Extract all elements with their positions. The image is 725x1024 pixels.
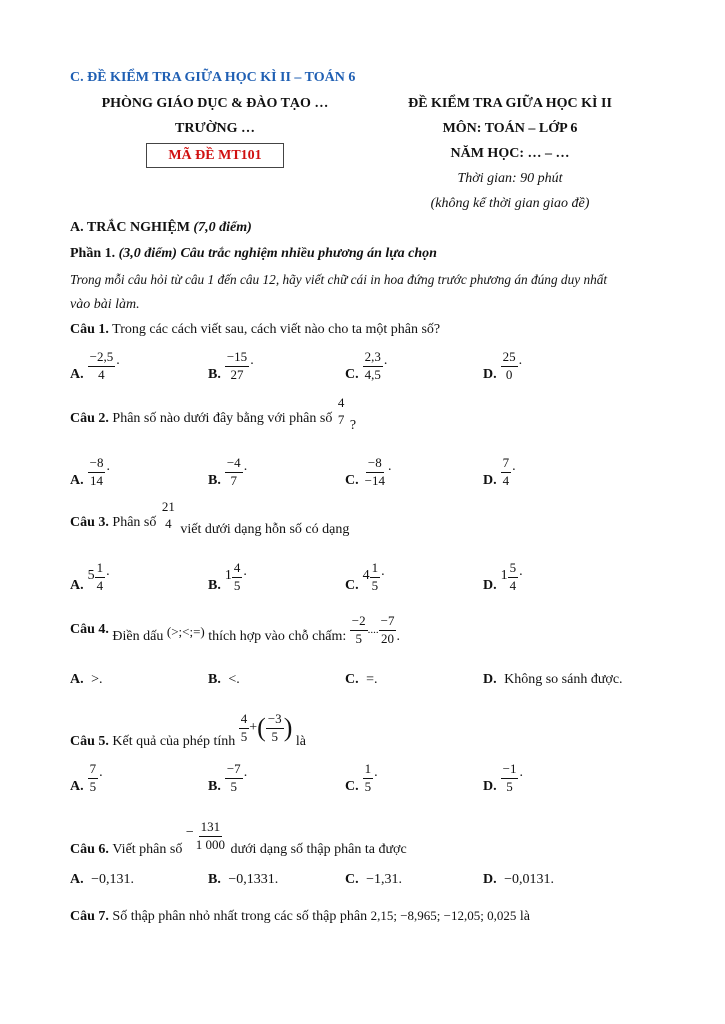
question-fraction [160,500,177,532]
q5-option-b[interactable]: B. $\frac{-7}{5}$ . [208,761,248,794]
question-label: Câu 7. [70,909,109,924]
q6-option-a[interactable] [70,872,134,888]
option-letter: D. [483,472,497,488]
q1-option-c[interactable]: C. $\frac{2,3}{4,5}$ . [345,349,388,382]
q2-option-b[interactable]: B. $\frac{-4}{7}$ . [208,455,248,488]
question-text: Điền dấu [112,629,164,645]
frac-num: 1 [95,561,106,578]
part-a-points: (7,0 điểm) [193,220,252,235]
frac-num: 1 [363,762,374,779]
question-label: Câu 2. [70,411,109,426]
option-value: >. [91,672,103,687]
frac-num: 1 [370,561,381,578]
option-letter: B. [208,672,221,687]
frac-num: −15 [225,350,249,367]
option-fraction [501,456,512,489]
frac-den: 4 [502,472,510,488]
frac-num: −3 [266,712,284,729]
q6-option-d[interactable] [483,872,554,888]
question-3 [70,499,350,538]
frac-den: 4 [165,516,172,531]
question-text: Phân số [112,515,157,530]
option-value: −1,31. [366,872,403,887]
question-label: Câu 5. [70,734,109,749]
question-mid: thích hợp vào chỗ chấm: [208,629,347,645]
expr-fraction-1 [239,712,250,745]
option-fraction [501,350,518,383]
option-fraction [363,762,374,795]
frac-num: −8 [88,456,106,473]
instruction-line-1: Trong mỗi câu hỏi từ câu 1 đến câu 12, hãy viết chữ cái in hoa đứng trước phương án đúng duy nhất [70,272,608,287]
question-label: Câu 1. [70,322,109,337]
number-list: 2,15; −8,965; −12,05; 0,025 [370,908,517,923]
option-fraction [225,762,243,795]
frac-num: 4 [232,561,243,578]
option-letter: C. [345,472,359,488]
q2-option-d[interactable]: D. $\frac{7}{4}$ . [483,455,516,488]
mixed-whole: 1 [224,567,232,583]
question-tail: là [295,734,306,749]
frac-den: 5 [355,630,362,646]
option-fraction [501,762,519,795]
option-letter: C. [345,366,359,382]
question-label: Câu 4. [70,622,109,638]
frac-den: 5 [240,728,248,744]
q5-option-a[interactable]: A. $\frac{7}{5}$ . [70,761,103,794]
question-text: Trong các cách viết sau, cách viết nào cho ta một phân số? [112,322,441,337]
option-value: −0,1331. [228,872,279,887]
option-fraction [225,350,249,383]
exam-time-note: (không kể thời gian giao đề) [430,196,590,211]
frac-den: 14 [90,472,104,488]
mixed-whole: 5 [87,567,95,583]
frac-num: 5 [508,561,519,578]
option-fraction [232,561,243,594]
question-text: Viết phân số [112,842,183,857]
frac-num: −8 [366,456,384,473]
q2-option-c[interactable]: C. $\frac{-8}{-14}$ . [345,455,392,488]
compare-dots: .... [367,624,379,637]
question-text: Kết quả của phép tính [112,734,236,749]
frac-den: 5 [506,778,513,794]
compare-fraction-2 [379,614,397,647]
expr-fraction-2 [266,712,284,745]
school-name: TRƯỜNG … [175,121,255,136]
option-letter: B. [208,366,221,382]
frac-num: −4 [225,456,243,473]
option-letter: C. [345,577,359,593]
frac-num: −1 [501,762,519,779]
frac-num: 4 [337,395,345,411]
question-text: Số thập phân nhỏ nhất trong các số thập phân [112,909,368,924]
option-letter: C. [345,872,359,887]
frac-num: −7 [225,762,243,779]
frac-den: 1 000 [195,836,225,852]
option-value: <. [228,672,240,687]
option-letter: C. [345,672,359,687]
q2-option-a[interactable]: A. $\frac{-8}{14}$ . [70,455,110,488]
section-title: C. ĐỀ KIỂM TRA GIỮA HỌC KÌ II – TOÁN 6 [70,70,356,85]
frac-den: 5 [364,778,372,794]
exam-title: ĐỀ KIỂM TRA GIỮA HỌC KÌ II [408,96,612,111]
q5-option-c[interactable]: C. $\frac{1}{5}$ . [345,761,378,794]
option-letter: C. [345,778,359,794]
q3-option-a[interactable]: A. 5 $\frac{1}{4}$ . [70,560,110,593]
exam-time: Thời gian: 90 phút [457,171,563,186]
plus-sign: + [249,720,258,735]
question-label: Câu 6. [70,842,109,857]
frac-den: 4 [98,366,105,382]
question-5: Câu 5. Kết quả của phép tính $\frac{4}{5}$ + ( $\frac{-3}{5}$ ) là [70,710,306,749]
department-name: PHÒNG GIÁO DỤC & ĐÀO TẠO … [101,96,329,111]
frac-den: 7 [337,412,345,427]
instruction-line-2: vào bài làm. [70,297,140,312]
question-tail: là [519,909,530,924]
q4-option-a[interactable] [70,672,103,688]
question-label: Câu 3. [70,515,109,530]
frac-den: 7 [230,472,238,488]
option-value: Không so sánh được. [504,672,623,687]
option-letter: D. [483,672,497,687]
frac-num: 25 [501,350,518,367]
exam-subject: MÔN: TOÁN – LỚP 6 [442,121,578,136]
part1-desc: (3,0 điểm) Câu trắc nghiệm nhiều phương án lựa chọn [118,246,437,261]
frac-num: 21 [161,499,175,515]
part-a-heading [70,220,252,236]
fraction-sign: − [185,825,194,840]
part1-label: Phần 1. [70,246,116,261]
part1-heading [70,246,437,262]
frac-den: 0 [505,366,513,382]
q3-option-d[interactable]: D. 1 $\frac{5}{4}$ . [483,560,523,593]
option-letter: D. [483,778,497,794]
frac-den: 5 [233,577,241,593]
option-fraction [88,350,116,383]
option-letter: B. [208,472,221,488]
option-value: −0,0131. [504,872,555,887]
q1-option-b[interactable]: B. $\frac{-15}{27}$ . [208,349,254,382]
option-letter: A. [70,672,84,687]
question-text: Phân số nào dưới đây bằng với phân số [112,411,333,426]
q6-option-b[interactable] [208,872,278,888]
frac-den: 4,5 [364,366,381,382]
q1-option-d[interactable]: D. $\frac{25}{0}$ . [483,349,523,382]
option-fraction [363,456,387,489]
sign-set: (>;<;=) [166,624,205,640]
frac-den: 4 [96,577,104,593]
option-fraction [508,561,519,594]
option-letter: A. [70,872,84,887]
option-fraction [95,561,106,594]
frac-den: 5 [89,778,97,794]
q4-option-b[interactable] [208,672,240,688]
q5-option-d[interactable]: D. $\frac{-1}{5}$ . [483,761,523,794]
q3-option-b[interactable]: B. 1 $\frac{4}{5}$ . [208,560,247,593]
option-value: =. [366,672,378,687]
option-fraction [370,561,381,594]
q4-option-d[interactable] [483,672,623,688]
option-letter: D. [483,366,497,382]
frac-num: −7 [379,614,397,631]
frac-den: −14 [364,472,385,488]
q6-option-c[interactable] [345,872,402,888]
option-letter: A. [70,366,84,382]
frac-num: 131 [199,820,223,837]
compare-fraction-1 [350,614,368,647]
option-letter: A. [70,778,84,794]
option-fraction [363,350,383,383]
part-a-title: A. TRẮC NGHIỆM [70,220,190,235]
q3-option-c[interactable]: C. 4 $\frac{1}{5}$ . [345,560,385,593]
question-7 [70,908,530,925]
frac-den: 4 [509,577,517,593]
option-fraction [88,456,106,489]
frac-num: 4 [239,712,250,729]
question-tail: viết dưới dạng hỗn số có dạng [180,522,350,537]
frac-num: 7 [501,456,512,473]
q1-option-a[interactable]: A. $\frac{-2,5}{4}$ . [70,349,120,382]
frac-num: 7 [88,762,99,779]
question-2 [70,395,357,434]
question-4: Câu 4. Điền dấu (>;<;=) thích hợp vào chỗ chấm: $\frac{-2}{5}$ .... $\frac{-7}{20}$ . [70,613,400,646]
frac-num: −2,5 [88,350,116,367]
option-letter: B. [208,872,221,887]
option-letter: A. [70,577,84,593]
question-6 [70,814,407,858]
question-tail: ? [349,418,357,433]
question-1 [70,322,440,338]
mixed-whole: 4 [362,567,370,583]
exam-code-box: MÃ ĐỀ MT101 [146,143,284,168]
exam-year: NĂM HỌC: … – … [450,146,570,161]
frac-den: 27 [230,366,244,382]
option-fraction [225,456,243,489]
option-letter: B. [208,778,221,794]
q4-option-c[interactable] [345,672,378,688]
frac-den: 5 [230,778,238,794]
question-fraction [336,396,347,428]
mixed-whole: 1 [500,567,508,583]
option-value: −0,131. [91,872,135,887]
frac-den: 5 [271,728,279,744]
option-fraction [88,762,99,795]
question-tail: dưới dạng số thập phân ta được [230,842,407,857]
sign-values: >;<;= [171,624,201,640]
frac-den: 20 [381,630,395,646]
question-fraction [194,820,227,853]
frac-num: −2 [350,614,368,631]
option-letter: D. [483,872,497,887]
frac-num: 2,3 [363,350,383,367]
option-letter: D. [483,577,497,593]
frac-den: 5 [371,577,379,593]
option-letter: A. [70,472,84,488]
option-letter: B. [208,577,221,593]
